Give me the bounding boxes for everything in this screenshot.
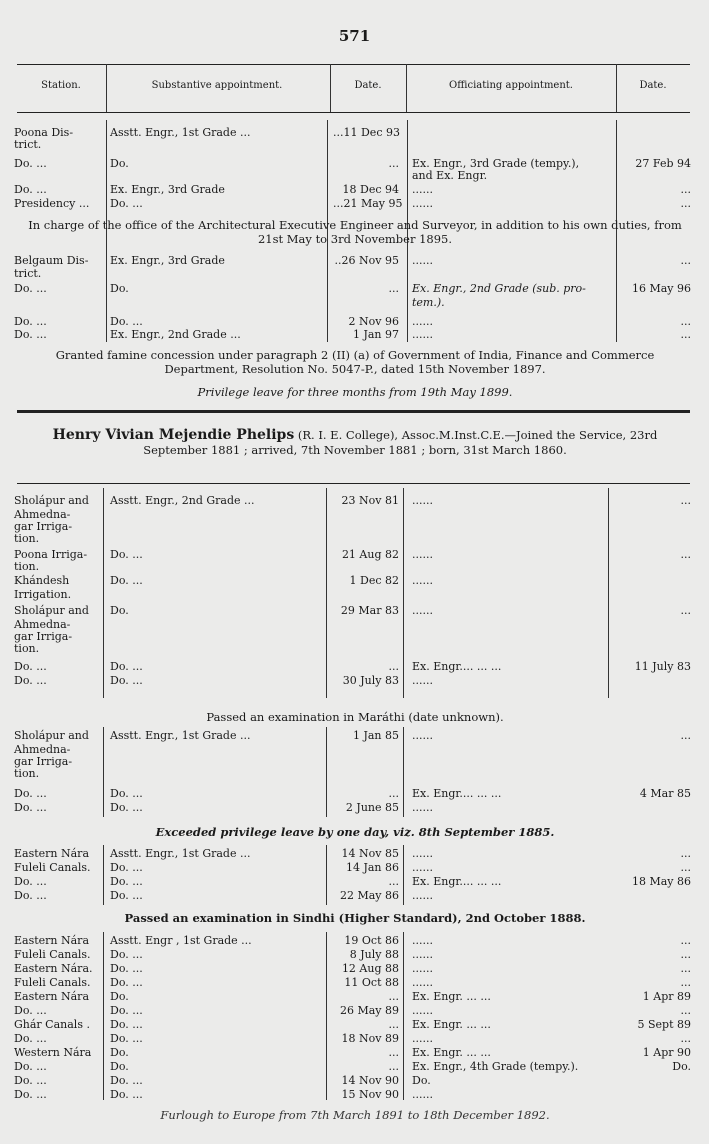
officiating-cell: ...... — [412, 1032, 433, 1045]
officer-details: (R. I. E. College), Assoc.M.Inst.C.E.—Joined the Service, 23rd September 1881 ; arrived, 7th November 1881 ; born, 31st March 1860. — [143, 428, 658, 457]
station-cell: Fuleli Canals. — [14, 948, 91, 961]
officiating-cell: Ex. Engr.... ... ... — [412, 875, 502, 888]
officiating-cell: Ex. Engr. ... ... — [412, 1046, 491, 1059]
officiating-date-cell: 16 May 96 — [631, 282, 691, 295]
note-exceeded-leave: Exceeded privilege leave by one day, viz. 8th September 1885. — [155, 825, 555, 839]
date-cell: ... — [388, 282, 399, 295]
appointment-cell: Do. ... — [110, 574, 143, 587]
col-divider — [406, 64, 407, 112]
table-row — [14, 787, 694, 801]
officiating-date-cell: ... — [680, 548, 691, 561]
station-cell: gar Irriga- — [14, 630, 73, 643]
table-top-rule — [17, 64, 690, 65]
table-row — [14, 1004, 694, 1018]
officiating-cell: ...... — [412, 962, 433, 975]
officiating-cell: ...... — [412, 976, 433, 989]
officiating-cell: Ex. Engr., 4th Grade (tempy.). — [412, 1060, 579, 1073]
appointment-cell: Do. ... — [110, 1018, 143, 1031]
station-cell: Do. ... — [14, 801, 47, 814]
date-cell: 1 Jan 97 — [352, 328, 399, 341]
station-cell: Do. ... — [14, 282, 47, 295]
appointment-cell: Do. ... — [110, 875, 143, 888]
appointment-cell: Do. ... — [110, 976, 143, 989]
station-cell: trict. — [14, 267, 42, 280]
appointment-cell: Do. — [110, 604, 129, 617]
date-cell: 11 Oct 88 — [344, 976, 399, 989]
officiating-cell: ...... — [412, 801, 433, 814]
officiating-cell: ...... — [412, 197, 433, 210]
table-row — [14, 532, 694, 546]
station-cell: Do. ... — [14, 157, 47, 170]
officiating-date-cell: ... — [680, 494, 691, 507]
appointment-cell: Do. ... — [110, 787, 143, 800]
officiating-date-cell: ... — [680, 183, 691, 196]
date-cell: 1 Jan 85 — [352, 729, 399, 742]
officiating-date-cell: 1 Apr 90 — [642, 1046, 691, 1059]
appointment-cell: Do. — [110, 282, 129, 295]
appointment-cell: Do. ... — [110, 801, 143, 814]
date-cell: ...21 May 95 — [333, 197, 403, 210]
station-cell: Do. ... — [14, 183, 47, 196]
appointment-cell: Do. ... — [110, 197, 143, 210]
officiating-date-cell: ... — [680, 948, 691, 961]
station-cell: Do. ... — [14, 1032, 47, 1045]
officiating-cell: ...... — [412, 948, 433, 961]
table-row — [14, 889, 694, 903]
date-cell: ...11 Dec 93 — [333, 126, 400, 139]
col-divider — [616, 64, 617, 112]
appointment-cell: Do. ... — [110, 315, 143, 328]
header-station: Station. — [41, 80, 81, 91]
date-cell: 23 Nov 81 — [341, 494, 399, 507]
officiating-cell: ...... — [412, 674, 433, 687]
officiating-cell: ...... — [412, 934, 433, 947]
station-cell: Fuleli Canals. — [14, 976, 91, 989]
appointment-cell: Do. — [110, 990, 129, 1003]
appointment-cell: Ex. Engr., 2nd Grade ... — [110, 328, 241, 341]
officiating-cell: ...... — [412, 1004, 433, 1017]
officiating-date-cell: ... — [680, 315, 691, 328]
officiating-date-cell: ... — [680, 962, 691, 975]
officiating-cell: Ex. Engr.... ... ... — [412, 787, 502, 800]
date-cell: ... — [388, 875, 399, 888]
date-cell: 30 July 83 — [342, 674, 399, 687]
station-cell: Do. ... — [14, 1088, 47, 1101]
table-row — [14, 138, 694, 152]
officiating-date-cell: ... — [680, 328, 691, 341]
table-row — [14, 494, 694, 508]
table-row — [14, 560, 694, 574]
table-row — [14, 296, 694, 310]
table-row — [14, 767, 694, 781]
appointment-cell: Asstt. Engr , 1st Grade ... — [110, 934, 252, 947]
station-cell: tion. — [14, 642, 40, 655]
date-cell: ..26 Nov 95 — [334, 254, 399, 267]
station-cell: Eastern Nára. — [14, 962, 93, 975]
table-row — [14, 315, 694, 329]
header-date-2: Date. — [639, 80, 667, 91]
table-row — [14, 282, 694, 296]
officiating-date-cell: ... — [680, 197, 691, 210]
table-row — [14, 254, 694, 268]
station-cell: Belgaum Dis- — [14, 254, 89, 267]
table-row — [14, 169, 694, 183]
officiating-date-cell: 4 Mar 85 — [639, 787, 691, 800]
station-cell: Ahmedna- — [14, 618, 71, 631]
table-row — [14, 604, 694, 618]
note-sindhi: Passed an examination in Sindhi (Higher Standard), 2nd October 1888. — [124, 911, 586, 925]
station-cell: Eastern Nára — [14, 990, 90, 1003]
station-cell: Ahmedna- — [14, 508, 71, 521]
date-cell: 14 Nov 90 — [341, 1074, 399, 1087]
station-cell: Fuleli Canals. — [14, 861, 91, 874]
table-row — [14, 729, 694, 743]
officiating-cell: and Ex. Engr. — [412, 169, 488, 182]
station-cell: tion. — [14, 560, 40, 573]
appointment-cell: Do. ... — [110, 674, 143, 687]
table-row — [14, 588, 694, 602]
date-cell: 21 Aug 82 — [341, 548, 399, 561]
officiating-cell: ...... — [412, 315, 433, 328]
officiating-cell: Ex. Engr., 3rd Grade (tempy.), — [412, 157, 580, 170]
table-row — [14, 328, 694, 342]
station-cell: Ghár Canals . — [14, 1018, 90, 1031]
table-row — [14, 948, 694, 962]
station-cell: Do. ... — [14, 674, 47, 687]
date-cell: 1 Dec 82 — [349, 574, 399, 587]
header-date: Date. — [354, 80, 382, 91]
officiating-date-cell: ... — [680, 976, 691, 989]
date-cell: ... — [388, 787, 399, 800]
appointment-cell: Do. — [110, 1046, 129, 1059]
station-cell: Do. ... — [14, 315, 47, 328]
officiating-date-cell: 11 July 83 — [634, 660, 691, 673]
table-row — [14, 183, 694, 197]
date-cell: 2 June 85 — [345, 801, 399, 814]
note-furlough: Furlough to Europe from 7th March 1891 to 18th December 1892. — [160, 1108, 550, 1122]
appointment-cell: Ex. Engr., 3rd Grade — [110, 254, 225, 267]
officiating-cell: ...... — [412, 574, 433, 587]
station-cell: Do. ... — [14, 1074, 47, 1087]
officiating-cell: ...... — [412, 604, 433, 617]
station-cell: Western Nára — [14, 1046, 92, 1059]
table-row — [14, 861, 694, 875]
officer-name: Henry Vivian Mejendie Phelips — [52, 427, 295, 443]
appointment-cell: Do. ... — [110, 1032, 143, 1045]
station-cell: Do. ... — [14, 1004, 47, 1017]
officiating-cell: tem.). — [412, 296, 445, 309]
date-cell: 18 Nov 89 — [341, 1032, 399, 1045]
appointment-cell: Do. ... — [110, 962, 143, 975]
station-cell: Do. ... — [14, 660, 47, 673]
station-cell: Eastern Nára — [14, 847, 90, 860]
note-famine: Granted famine concession under paragraph 2 (II) (a) of Government of India, Finance and Commerce Department, Resolution No. 5047-P., dated 15th November 1897. — [55, 348, 655, 376]
appointment-cell: Do. — [110, 1060, 129, 1073]
date-cell: 2 Nov 96 — [348, 315, 399, 328]
officiating-date-cell: ... — [680, 729, 691, 742]
appointment-cell: Asstt. Engr., 1st Grade ... — [110, 729, 251, 742]
table-row — [14, 847, 694, 861]
officiating-date-cell: ... — [680, 1032, 691, 1045]
appointment-cell: Do. ... — [110, 1004, 143, 1017]
appointment-cell: Do. ... — [110, 861, 143, 874]
appointment-cell: Ex. Engr., 3rd Grade — [110, 183, 225, 196]
page-number: 571 — [338, 27, 371, 45]
table-row — [14, 642, 694, 656]
table-row — [14, 801, 694, 815]
date-cell: 18 Dec 94 — [342, 183, 399, 196]
appointment-cell: Asstt. Engr., 2nd Grade ... — [110, 494, 255, 507]
officiating-cell: Ex. Engr. ... ... — [412, 990, 491, 1003]
col-divider — [330, 64, 331, 112]
officiating-cell: Ex. Engr., 2nd Grade (sub. pro- — [412, 282, 586, 295]
officiating-cell: Ex. Engr. ... ... — [412, 1018, 491, 1031]
date-cell: ... — [388, 157, 399, 170]
officiating-cell: ...... — [412, 889, 433, 902]
table-row — [14, 1018, 694, 1032]
table-row — [14, 962, 694, 976]
date-cell: ... — [388, 990, 399, 1003]
date-cell: ... — [388, 1018, 399, 1031]
station-cell: Do. ... — [14, 1060, 47, 1073]
officer-heading — [20, 428, 690, 458]
officiating-date-cell: 18 May 86 — [631, 875, 691, 888]
station-cell: Poona Dis- — [14, 126, 74, 139]
date-cell: 29 Mar 83 — [340, 604, 399, 617]
station-cell: Presidency ... — [14, 197, 90, 210]
table-row — [14, 990, 694, 1004]
appointment-cell: Do. ... — [110, 660, 143, 673]
header-bottom-rule — [17, 112, 690, 113]
table-row — [14, 875, 694, 889]
officiating-date-cell: ... — [680, 1004, 691, 1017]
officiating-date-cell: Do. — [672, 1060, 691, 1073]
officiating-date-cell: ... — [680, 934, 691, 947]
appointment-cell: Asstt. Engr., 1st Grade ... — [110, 847, 251, 860]
date-cell: ... — [388, 1046, 399, 1059]
table-row — [14, 934, 694, 948]
station-cell: Sholápur and — [14, 604, 89, 617]
table-row — [14, 1060, 694, 1074]
appointment-cell: Do. ... — [110, 948, 143, 961]
station-cell: tion. — [14, 532, 40, 545]
date-cell: ... — [388, 1060, 399, 1073]
officiating-date-cell: 27 Feb 94 — [635, 157, 691, 170]
table-row — [14, 1046, 694, 1060]
station-cell: Sholápur and — [14, 729, 89, 742]
station-cell: Sholápur and — [14, 494, 89, 507]
appointment-cell: Do. ... — [110, 1088, 143, 1101]
table-row — [14, 976, 694, 990]
appointment-cell: Do. ... — [110, 1074, 143, 1087]
header-officiating: Officiating appointment. — [449, 80, 573, 91]
station-cell: Eastern Nára — [14, 934, 90, 947]
table-row — [14, 674, 694, 688]
section-rule — [17, 410, 690, 413]
officiating-cell: ...... — [412, 861, 433, 874]
officiating-date-cell: ... — [680, 254, 691, 267]
officiating-date-cell: 1 Apr 89 — [642, 990, 691, 1003]
table-row — [14, 267, 694, 281]
station-cell: Do. ... — [14, 875, 47, 888]
station-cell: Do. ... — [14, 889, 47, 902]
officiating-cell: ...... — [412, 847, 433, 860]
officiating-cell: Ex. Engr.... ... ... — [412, 660, 502, 673]
date-cell: 15 Nov 90 — [341, 1088, 399, 1101]
officiating-date-cell: ... — [680, 861, 691, 874]
table-row — [14, 1032, 694, 1046]
header-substantive: Substantive appointment. — [151, 80, 283, 91]
station-cell: Khándesh — [14, 574, 70, 587]
table-row — [14, 1074, 694, 1088]
date-cell: 22 May 86 — [339, 889, 399, 902]
table-row — [14, 1088, 694, 1102]
officiating-cell: ...... — [412, 183, 433, 196]
station-cell: Do. ... — [14, 328, 47, 341]
officiating-cell: ...... — [412, 494, 433, 507]
appointment-cell: Do. ... — [110, 548, 143, 561]
col-divider — [106, 64, 107, 112]
date-cell: 12 Aug 88 — [341, 962, 399, 975]
officiating-date-cell: 5 Sept 89 — [637, 1018, 691, 1031]
table-row — [14, 197, 694, 211]
date-cell: 19 Oct 86 — [344, 934, 399, 947]
officiating-date-cell: ... — [680, 847, 691, 860]
officiating-cell: ...... — [412, 1088, 433, 1101]
station-cell: Do. ... — [14, 787, 47, 800]
table-top-rule — [17, 483, 690, 484]
note-privilege-leave: Privilege leave for three months from 19th May 1899. — [197, 385, 513, 399]
officiating-cell: Do. — [412, 1074, 431, 1087]
appointment-cell: Do. ... — [110, 889, 143, 902]
note-marathi: Passed an examination in Maráthi (date unknown). — [206, 710, 504, 724]
officiating-cell: ...... — [412, 254, 433, 267]
date-cell: 14 Nov 85 — [341, 847, 399, 860]
station-cell: Ahmedna- — [14, 743, 71, 756]
station-cell: gar Irriga- — [14, 520, 73, 533]
station-cell: trict. — [14, 138, 42, 151]
station-cell: gar Irriga- — [14, 755, 73, 768]
date-cell: 8 July 88 — [349, 948, 399, 961]
date-cell: 26 May 89 — [339, 1004, 399, 1017]
station-cell: Poona Irriga- — [14, 548, 88, 561]
note-charge: In charge of the office of the Architectural Executive Engineer and Surveyor, in addition to his own duties, from 21st May to 3rd November 1895. — [28, 218, 682, 246]
date-cell: ... — [388, 660, 399, 673]
station-cell: Irrigation. — [14, 588, 72, 601]
officiating-cell: ...... — [412, 548, 433, 561]
station-cell: tion. — [14, 767, 40, 780]
table-row — [14, 660, 694, 674]
table-row — [14, 574, 694, 588]
date-cell: 14 Jan 86 — [345, 861, 399, 874]
officiating-date-cell: ... — [680, 604, 691, 617]
appointment-cell: Do. — [110, 157, 129, 170]
appointment-cell: Asstt. Engr., 1st Grade ... — [110, 126, 251, 139]
officiating-cell: ...... — [412, 729, 433, 742]
officiating-cell: ...... — [412, 328, 433, 341]
